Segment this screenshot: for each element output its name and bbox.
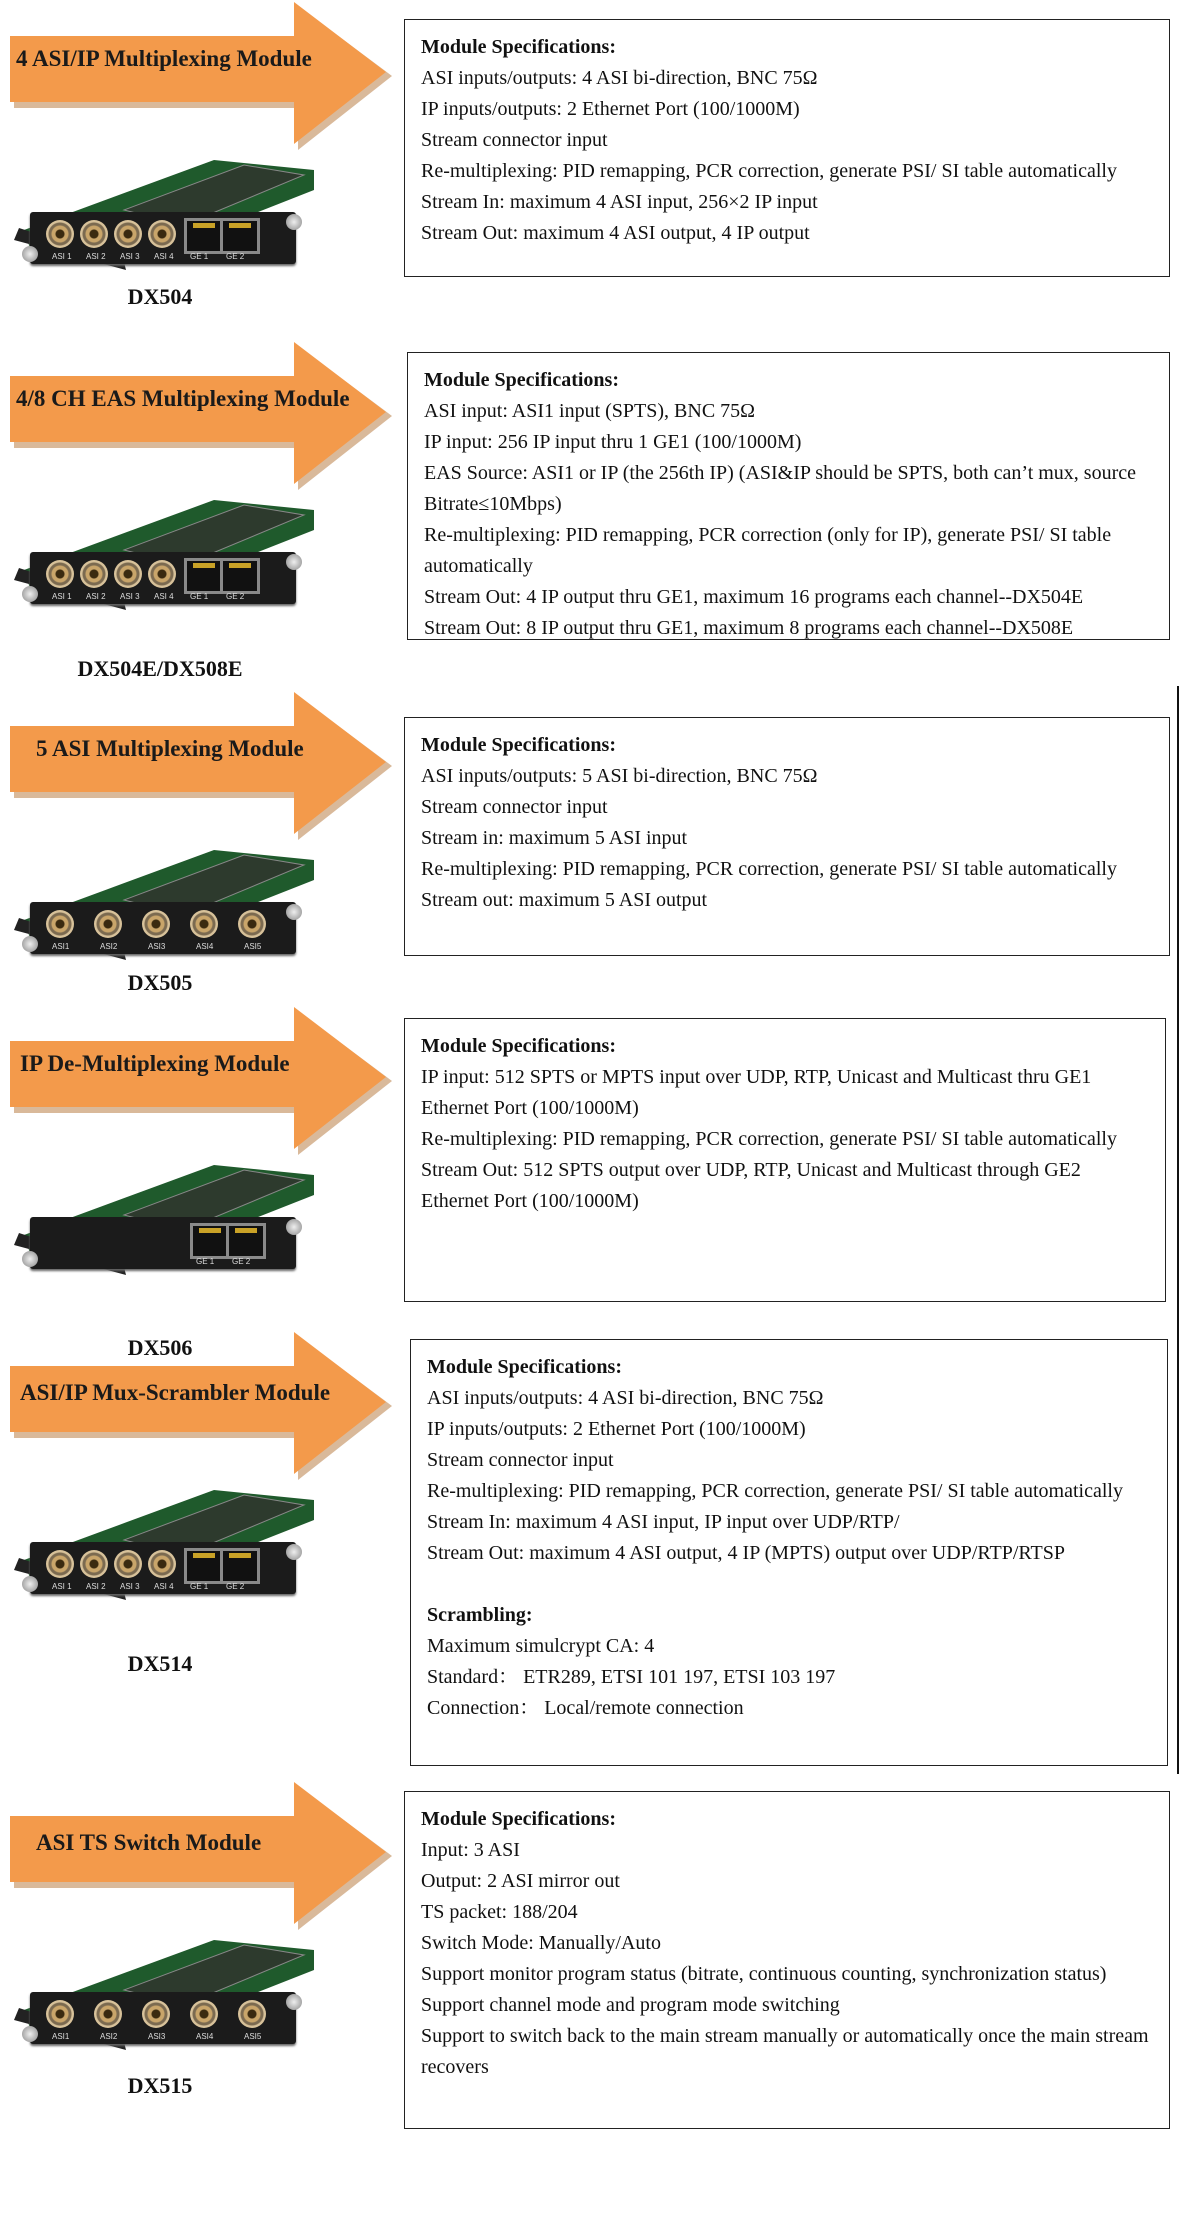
port-label: GE 2 — [226, 252, 245, 261]
front-panel — [30, 212, 296, 264]
rj45-port-icon — [190, 1223, 230, 1259]
spec-item: Stream out: maximum 5 ASI output — [421, 889, 708, 911]
spec-item: Stream connector input — [421, 796, 608, 818]
arrow-banner-icon — [0, 1330, 400, 1490]
screw-icon — [286, 1994, 302, 2010]
module-title: ASI TS Switch Module — [36, 1830, 262, 1855]
spec-item: Support monitor program status (bitrate, continuous counting, synchronization status) — [421, 1963, 1107, 1985]
spec-item: Stream In: maximum 4 ASI input, 256×2 IP input — [421, 191, 818, 213]
spec-box — [404, 717, 1170, 956]
screw-icon — [22, 1576, 38, 1592]
module-title: 4/8 CH EAS Multiplexing Module — [16, 386, 350, 411]
screw-icon — [286, 904, 302, 920]
module-section — [0, 1780, 1191, 2220]
port-label: ASI 1 — [52, 592, 72, 601]
bnc-connector-icon — [94, 2000, 122, 2028]
spec-item: Switch Mode: Manually/Auto — [421, 1932, 661, 1954]
spec-heading: Module Specifications: — [421, 1808, 616, 1830]
front-panel — [30, 902, 296, 954]
spec-item: EAS Source: ASI1 or IP (the 256th IP) (ASI&IP should be SPTS, both can’t mux, source Bitrate≤10Mbps) — [424, 462, 1137, 515]
rj45-port-icon — [220, 558, 260, 594]
model-label: DX505 — [127, 970, 193, 995]
screw-icon — [22, 2026, 38, 2042]
bnc-connector-icon — [114, 560, 142, 588]
spec-item: Stream Out: 8 IP output thru GE1, maximum 8 programs each channel--DX508E — [424, 617, 1074, 639]
port-label: GE 2 — [232, 1257, 251, 1266]
module-title: ASI/IP Mux-Scrambler Module — [20, 1380, 331, 1405]
spec-item: ASI inputs/outputs: 5 ASI bi-direction, BNC 75Ω — [421, 765, 818, 787]
spec-heading: Module Specifications: — [421, 1035, 616, 1057]
screw-icon — [22, 936, 38, 952]
spec-item: Stream In: maximum 4 ASI input, IP input over UDP/RTP/ — [427, 1511, 900, 1533]
port-label: ASI 4 — [154, 252, 174, 261]
spec-box — [410, 1339, 1168, 1766]
module-title: 4 ASI/IP Multiplexing Module — [16, 46, 312, 71]
port-label: ASI 2 — [86, 252, 106, 261]
spec-heading: Module Specifications: — [427, 1356, 622, 1378]
spec-item: Re-multiplexing: PID remapping, PCR correction, generate PSI/ SI table automatically — [421, 160, 1117, 182]
port-label: ASI 2 — [86, 592, 106, 601]
arrow-banner-icon — [0, 0, 400, 160]
port-label: ASI 1 — [52, 1582, 72, 1591]
bnc-connector-icon — [114, 220, 142, 248]
spec-item: Stream Out: 512 SPTS output over UDP, RTP, Unicast and Multicast through GE2 Ethernet Port (100/1000M) — [421, 1159, 1081, 1212]
spec-item: IP inputs/outputs: 2 Ethernet Port (100/1000M) — [421, 98, 800, 120]
bnc-connector-icon — [190, 2000, 218, 2028]
port-label: GE 1 — [190, 252, 209, 261]
port-label: ASI2 — [100, 2032, 118, 2041]
spec-item: ASI inputs/outputs: 4 ASI bi-direction, BNC 75Ω — [427, 1387, 824, 1409]
rj45-port-icon — [184, 218, 224, 254]
front-panel — [30, 552, 296, 604]
screw-icon — [22, 586, 38, 602]
rj45-port-icon — [220, 1548, 260, 1584]
spec-heading: Module Specifications: — [421, 36, 616, 58]
model-label: DX504 — [127, 284, 193, 309]
bnc-connector-icon — [148, 220, 176, 248]
rj45-port-icon — [226, 1223, 266, 1259]
spec-item: ASI inputs/outputs: 4 ASI bi-direction, BNC 75Ω — [421, 67, 818, 89]
scrambling-item: Maximum simulcrypt CA: 4 — [427, 1635, 655, 1657]
port-label: ASI1 — [52, 942, 70, 951]
port-label: ASI3 — [148, 942, 166, 951]
front-panel — [30, 1542, 296, 1594]
bnc-connector-icon — [46, 910, 74, 938]
port-label: GE 1 — [196, 1257, 215, 1266]
model-label: DX515 — [127, 2073, 193, 2098]
spec-item: Stream Out: 4 IP output thru GE1, maximum 16 programs each channel--DX504E — [424, 586, 1084, 608]
bnc-connector-icon — [80, 1550, 108, 1578]
bnc-connector-icon — [114, 1550, 142, 1578]
spec-item: Stream connector input — [421, 129, 608, 151]
spec-item: Stream Out: maximum 4 ASI output, 4 IP output — [421, 222, 810, 244]
spec-item: Stream connector input — [427, 1449, 614, 1471]
bnc-connector-icon — [238, 2000, 266, 2028]
spec-item: ASI input: ASI1 input (SPTS), BNC 75Ω — [424, 400, 756, 422]
bnc-connector-icon — [46, 220, 74, 248]
arrow-banner-icon — [0, 340, 400, 500]
port-label: ASI 4 — [154, 1582, 174, 1591]
port-label: ASI4 — [196, 942, 214, 951]
port-label: ASI 2 — [86, 1582, 106, 1591]
model-label: DX506 — [127, 1335, 193, 1360]
spec-heading: Module Specifications: — [421, 734, 616, 756]
front-panel — [30, 1217, 296, 1269]
spec-box — [404, 1791, 1170, 2129]
spec-item: Input: 3 ASI — [421, 1839, 520, 1861]
port-label: ASI 3 — [120, 592, 140, 601]
scrambling-heading: Scrambling: — [427, 1604, 533, 1626]
port-label: ASI 4 — [154, 592, 174, 601]
port-label: ASI1 — [52, 2032, 70, 2041]
screw-icon — [286, 1544, 302, 1560]
rj45-port-icon — [220, 218, 260, 254]
spec-box — [404, 19, 1170, 277]
spec-item: IP input: 256 IP input thru 1 GE1 (100/1000M) — [424, 431, 802, 453]
port-label: ASI 1 — [52, 252, 72, 261]
model-label: DX514 — [127, 1651, 193, 1676]
spec-item: TS packet: 188/204 — [421, 1901, 578, 1923]
bnc-connector-icon — [46, 1550, 74, 1578]
bnc-connector-icon — [148, 1550, 176, 1578]
bnc-connector-icon — [46, 2000, 74, 2028]
screw-icon — [22, 1251, 38, 1267]
divider-line — [1177, 686, 1179, 1774]
screw-icon — [286, 554, 302, 570]
rj45-port-icon — [184, 558, 224, 594]
module-title: 5 ASI Multiplexing Module — [36, 736, 304, 761]
screw-icon — [286, 1219, 302, 1235]
spec-item: Output: 2 ASI mirror out — [421, 1870, 620, 1892]
spec-item: Stream Out: maximum 4 ASI output, 4 IP (MPTS) output over UDP/RTP/RTSP — [427, 1542, 1066, 1564]
port-label: ASI5 — [244, 942, 262, 951]
scrambling-item: Connection： Local/remote connection — [427, 1697, 744, 1719]
spec-heading: Module Specifications: — [424, 369, 619, 391]
bnc-connector-icon — [46, 560, 74, 588]
rj45-port-icon — [184, 1548, 224, 1584]
front-panel — [30, 1992, 296, 2044]
spec-box — [404, 1018, 1166, 1302]
spec-item: Re-multiplexing: PID remapping, PCR correction (only for IP), generate PSI/ SI table automatically — [424, 524, 1112, 577]
scrambling-item: Standard： ETR289, ETSI 101 197, ETSI 103 197 — [427, 1666, 836, 1688]
spec-item: IP inputs/outputs: 2 Ethernet Port (100/1000M) — [427, 1418, 806, 1440]
arrow-banner-icon — [0, 690, 400, 850]
spec-item: Support to switch back to the main stream manually or automatically once the main stream recovers — [421, 2025, 1149, 2078]
spec-item: IP input: 512 SPTS or MPTS input over UDP, RTP, Unicast and Multicast thru GE1 Ethernet Port (100/1000M) — [421, 1066, 1092, 1119]
arrow-banner-icon — [0, 1005, 400, 1165]
spec-item: Re-multiplexing: PID remapping, PCR correction, generate PSI/ SI table automatically — [421, 1128, 1117, 1150]
port-label: ASI 3 — [120, 252, 140, 261]
port-label: ASI5 — [244, 2032, 262, 2041]
bnc-connector-icon — [148, 560, 176, 588]
bnc-connector-icon — [142, 2000, 170, 2028]
port-label: ASI2 — [100, 942, 118, 951]
model-label: DX504E/DX508E — [77, 656, 243, 681]
port-label: ASI3 — [148, 2032, 166, 2041]
bnc-connector-icon — [142, 910, 170, 938]
screw-icon — [286, 214, 302, 230]
spec-item: Stream in: maximum 5 ASI input — [421, 827, 688, 849]
bnc-connector-icon — [238, 910, 266, 938]
port-label: ASI4 — [196, 2032, 214, 2041]
bnc-connector-icon — [190, 910, 218, 938]
module-title: IP De-Multiplexing Module — [20, 1051, 290, 1076]
spec-item: Support channel mode and program mode switching — [421, 1994, 840, 2016]
bnc-connector-icon — [94, 910, 122, 938]
spacer — [427, 1569, 1151, 1600]
port-label: GE 1 — [190, 592, 209, 601]
port-label: GE 2 — [226, 1582, 245, 1591]
spec-item: Re-multiplexing: PID remapping, PCR correction, generate PSI/ SI table automatically — [421, 858, 1117, 880]
port-label: GE 1 — [190, 1582, 209, 1591]
screw-icon — [22, 246, 38, 262]
spec-box — [407, 352, 1170, 640]
port-label: GE 2 — [226, 592, 245, 601]
port-label: ASI 3 — [120, 1582, 140, 1591]
spec-item: Re-multiplexing: PID remapping, PCR correction, generate PSI/ SI table automatically — [427, 1480, 1123, 1502]
arrow-banner-icon — [0, 1780, 400, 1940]
module-section — [0, 1330, 1191, 1770]
bnc-connector-icon — [80, 220, 108, 248]
bnc-connector-icon — [80, 560, 108, 588]
